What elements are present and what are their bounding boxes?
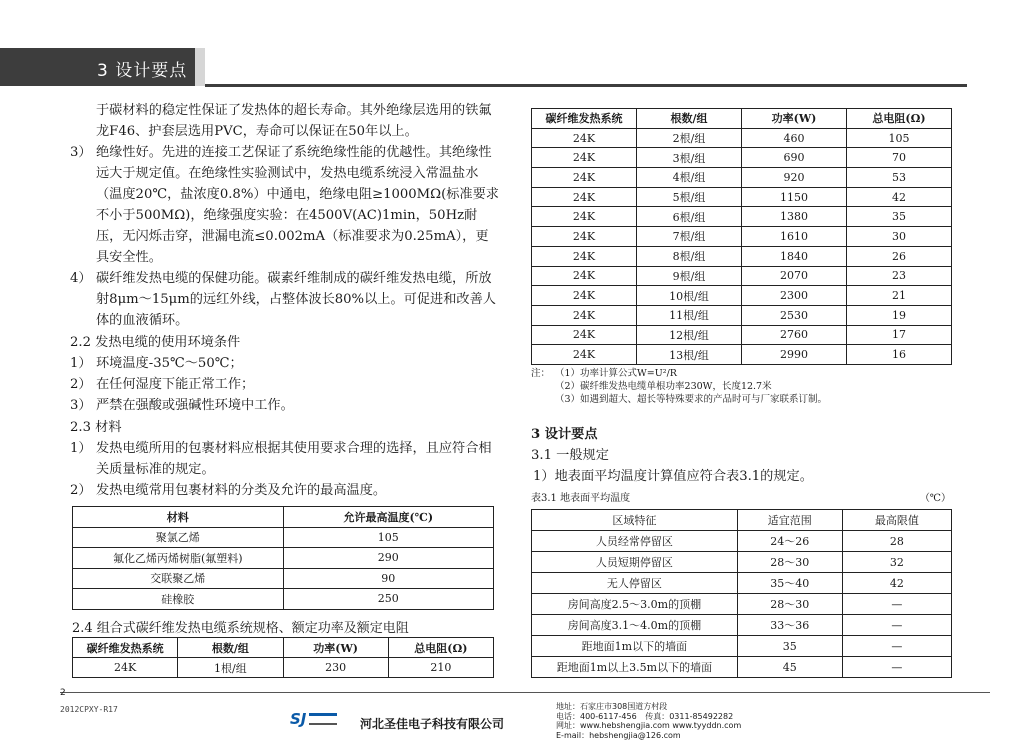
table-cell: — [842, 657, 951, 678]
combo-spec-table [72, 637, 494, 678]
table-cell: 290 [283, 548, 494, 569]
left-column [70, 100, 500, 501]
table-cell: 90 [283, 568, 494, 589]
table-header: 根数/组 [178, 638, 283, 658]
table-header: 材料 [73, 507, 284, 528]
note-label: 注： [531, 368, 551, 379]
table-cell: 460 [742, 128, 847, 148]
power-table-body [532, 128, 952, 364]
table-cell: 无人停留区 [532, 573, 738, 594]
table-cell: 2根/组 [637, 128, 742, 148]
table-cell: 16 [847, 345, 952, 365]
table-cell: 2300 [742, 286, 847, 306]
table-cell: 8根/组 [637, 246, 742, 266]
list-number: 2） [70, 377, 92, 392]
table-cell: 42 [847, 187, 952, 207]
table-cell: 房间高度2.5～3.0m的顶棚 [532, 594, 738, 615]
table-cell: 690 [742, 148, 847, 168]
list-item-env-1 [70, 353, 500, 374]
temp-table-body [532, 531, 952, 678]
table-cell: 24～26 [737, 531, 842, 552]
table-cell: 24K [532, 227, 637, 247]
company-name: 河北圣佳电子科技有限公司 [360, 717, 505, 731]
note-3 [531, 393, 961, 406]
contact-phone: 电话：400-6117-456 [556, 711, 637, 721]
table-row [73, 568, 494, 589]
table-cell: 24K [532, 207, 637, 227]
section-heading-2-4: 2.4 组合式碳纤维发热电缆系统规格、额定功率及额定电阻 [72, 621, 409, 636]
table-row [73, 658, 494, 678]
table-cell: 7根/组 [637, 227, 742, 247]
logo-mark: SJ [290, 710, 307, 728]
table-cell: 17 [847, 325, 952, 345]
document-code: 2012CPXY-R17 [60, 705, 118, 714]
table-cell: 53 [847, 168, 952, 188]
list-item-material-2 [70, 480, 500, 501]
table-header: 允许最高温度(℃) [283, 507, 494, 528]
table-row [532, 266, 952, 286]
section-heading-3: 3 设计要点 [531, 427, 598, 442]
table-cell: 28～30 [737, 594, 842, 615]
list-text: 严禁在强酸或强碱性环境中工作。 [96, 398, 294, 413]
list-number: 2） [70, 483, 92, 498]
table-cell: 42 [842, 573, 951, 594]
table-cell: 24K [532, 128, 637, 148]
table-cell: 45 [737, 657, 842, 678]
list-number: 3） [70, 398, 92, 413]
table-cell: 1380 [742, 207, 847, 227]
table-row [532, 227, 952, 247]
table-cell: 4根/组 [637, 168, 742, 188]
table-row [532, 207, 952, 227]
section-heading-3-1: 3.1 一般规定 [531, 448, 609, 463]
power-spec-table [531, 108, 952, 365]
table-cell: 24K [532, 148, 637, 168]
table-cell: 26 [847, 246, 952, 266]
table-cell: 28 [842, 531, 951, 552]
table-cell: 28～30 [737, 552, 842, 573]
table-cell: 210 [388, 658, 493, 678]
table-header: 碳纤维发热系统 [73, 638, 178, 658]
right-text-block [531, 424, 961, 487]
table-header: 区域特征 [532, 510, 738, 531]
table-cell: 30 [847, 227, 952, 247]
table-row [73, 527, 494, 548]
table-cell: 13根/组 [637, 345, 742, 365]
table-cell: 33～36 [737, 615, 842, 636]
contact-email: E-mail：hebshengjia@126.com [556, 730, 681, 740]
table-cell: 19 [847, 305, 952, 325]
page-title: 3 设计要点 [97, 61, 188, 81]
table-header: 功率(W) [742, 109, 847, 129]
table-header: 最高限值 [842, 510, 951, 531]
table-cell: 聚氯乙烯 [73, 527, 284, 548]
table-header: 总电阻(Ω) [847, 109, 952, 129]
table-row [532, 246, 952, 266]
table-row [532, 657, 952, 678]
contact-fax: 传真：0311-85492282 [645, 711, 734, 721]
table-cell: 房间高度3.1～4.0m的顶棚 [532, 615, 738, 636]
table-header: 碳纤维发热系统 [532, 109, 637, 129]
table-row [532, 286, 952, 306]
table-cell: 24K [532, 325, 637, 345]
contact-web: 网址：www.hebshengjia.com www.tyyddn.com [556, 721, 742, 730]
table-cell: 24K [532, 168, 637, 188]
table-notes [531, 367, 961, 406]
table-cell: 1610 [742, 227, 847, 247]
table-cell: 12根/组 [637, 325, 742, 345]
contact-address: 地址：石家庄市308国道方村段 [556, 702, 668, 711]
table-header: 适宜范围 [737, 510, 842, 531]
note-1 [531, 367, 961, 380]
surface-temp-table [531, 509, 952, 678]
table-cell: 230 [283, 658, 388, 678]
table-cell: — [842, 636, 951, 657]
table-cell: 距地面1m以上3.5m以下的墙面 [532, 657, 738, 678]
table-cell: 10根/组 [637, 286, 742, 306]
table-row [532, 187, 952, 207]
note-text: （3）如遇到超大、超长等特殊要求的产品时可与厂家联系订制。 [555, 394, 828, 405]
list-text: 在任何湿度下能正常工作； [96, 377, 255, 392]
list-item-env-3 [70, 395, 500, 416]
table-cell: 人员经常停留区 [532, 531, 738, 552]
table-cell: 6根/组 [637, 207, 742, 227]
table-cell: 24K [532, 345, 637, 365]
table-cell: 32 [842, 552, 951, 573]
table-cell: — [842, 615, 951, 636]
list-item-material-1 [70, 438, 500, 480]
table-cell: 3根/组 [637, 148, 742, 168]
caption-unit: （℃） [919, 493, 951, 504]
section-heading-2-3: 2.3 材料 [70, 420, 122, 435]
list-item-env-2 [70, 374, 500, 395]
table-cell: 21 [847, 286, 952, 306]
list-text: 绝缘性好。先进的连接工艺保证了系统绝缘性能的优越性。其绝缘性远大于规定值。在绝缘性实验测试中，发热电缆系统浸入常温盐水（温度20℃，盐浓度0.8%）中通电，绝缘电阻≥1000MΩ(标准要求不小于500MΩ)，绝缘强度实验：在4500V(AC)1min，50Hz耐压，无闪烁击穿，泄漏电流≤0.002mA（标准要求为0.25mA），更具安全性。 [96, 145, 499, 265]
table-caption [531, 489, 951, 504]
table-cell: 1840 [742, 246, 847, 266]
table-row [532, 594, 952, 615]
list-text: 发热电缆所用的包裹材料应根据其使用要求合理的选择，且应符合相关质量标准的规定。 [96, 441, 492, 477]
list-item-health [70, 268, 500, 331]
list-text: 碳纤维发热电缆的保健功能。碳素纤维制成的碳纤维发热电缆，所放射8μm～15μm的远红外线，占整体波长80%以上。可促进和改善人体的血液循环。 [96, 271, 496, 328]
table-cell: 35 [847, 207, 952, 227]
list-text: 环境温度-35℃～50℃； [96, 356, 243, 371]
list-number: 4） [70, 271, 92, 286]
list-item-insulation [70, 142, 500, 268]
table-header-row [532, 109, 952, 129]
table-cell: 35 [737, 636, 842, 657]
list-text: 发热电缆常用包裹材料的分类及允许的最高温度。 [96, 483, 387, 498]
table-cell: 920 [742, 168, 847, 188]
materials-table [72, 506, 494, 610]
table-header-row [73, 638, 494, 658]
header-notch [195, 48, 205, 86]
table-cell: 105 [283, 527, 494, 548]
table-row [532, 148, 952, 168]
table-cell: 24K [532, 187, 637, 207]
caption-text: 表3.1 地表面平均温度 [531, 493, 631, 504]
note-text: （2）碳纤维发热电缆单根功率230W，长度12.7米 [555, 381, 772, 392]
table-cell: 23 [847, 266, 952, 286]
table-row [532, 345, 952, 365]
table-header: 总电阻(Ω) [388, 638, 493, 658]
table-row [532, 128, 952, 148]
table-row [532, 305, 952, 325]
table-row [532, 531, 952, 552]
table-cell: 24K [532, 246, 637, 266]
paragraph-continuation: 于碳材料的稳定性保证了发热体的超长寿命。其外绝缘层选用的铁氟龙F46、护套层选用PVC，寿命可以保证在50年以上。 [96, 103, 492, 139]
table-header-row [73, 507, 494, 528]
table-cell: 人员短期停留区 [532, 552, 738, 573]
logo-emblem [309, 713, 337, 725]
rule-1: 1）地表面平均温度计算值应符合表3.1的规定。 [533, 469, 813, 484]
table-cell: 105 [847, 128, 952, 148]
table-header-row [532, 510, 952, 531]
table-cell: 70 [847, 148, 952, 168]
table-cell: 24K [532, 305, 637, 325]
table-row [532, 168, 952, 188]
contact-phone-row [556, 712, 741, 722]
list-number: 1） [70, 441, 92, 456]
header-rule [205, 84, 967, 87]
table-row [532, 325, 952, 345]
table-cell: 24K [532, 266, 637, 286]
table-cell: 35～40 [737, 573, 842, 594]
table-cell: 氟化乙烯丙烯树脂(氟塑料) [73, 548, 284, 569]
table-header: 功率(W) [283, 638, 388, 658]
note-text: （1）功率计算公式W=U²/R [555, 368, 677, 379]
table-cell: 距地面1m以下的墙面 [532, 636, 738, 657]
list-number: 3） [70, 145, 92, 160]
table-row [73, 589, 494, 610]
table-header: 根数/组 [637, 109, 742, 129]
table-cell: 11根/组 [637, 305, 742, 325]
table-cell: 2990 [742, 345, 847, 365]
table-cell: 硅橡胶 [73, 589, 284, 610]
table-row [532, 573, 952, 594]
table-cell: 1150 [742, 187, 847, 207]
table-row [532, 615, 952, 636]
table-cell: 9根/组 [637, 266, 742, 286]
table-cell: 24K [532, 286, 637, 306]
table-row [532, 636, 952, 657]
page-number: 2 [60, 688, 66, 698]
table-cell: 1根/组 [178, 658, 283, 678]
table-cell: 250 [283, 589, 494, 610]
table-cell: 2760 [742, 325, 847, 345]
note-2 [531, 380, 961, 393]
table-cell: — [842, 594, 951, 615]
company-logo [290, 710, 337, 728]
table-cell: 2070 [742, 266, 847, 286]
list-number: 1） [70, 356, 92, 371]
table-cell: 5根/组 [637, 187, 742, 207]
table-cell: 24K [73, 658, 178, 678]
footer-rule [60, 692, 990, 693]
table-row [73, 548, 494, 569]
table-row [532, 552, 952, 573]
table-cell: 交联聚乙烯 [73, 568, 284, 589]
table-cell: 2530 [742, 305, 847, 325]
contact-block [556, 702, 741, 740]
section-heading-2-2: 2.2 发热电缆的使用环境条件 [70, 335, 241, 350]
